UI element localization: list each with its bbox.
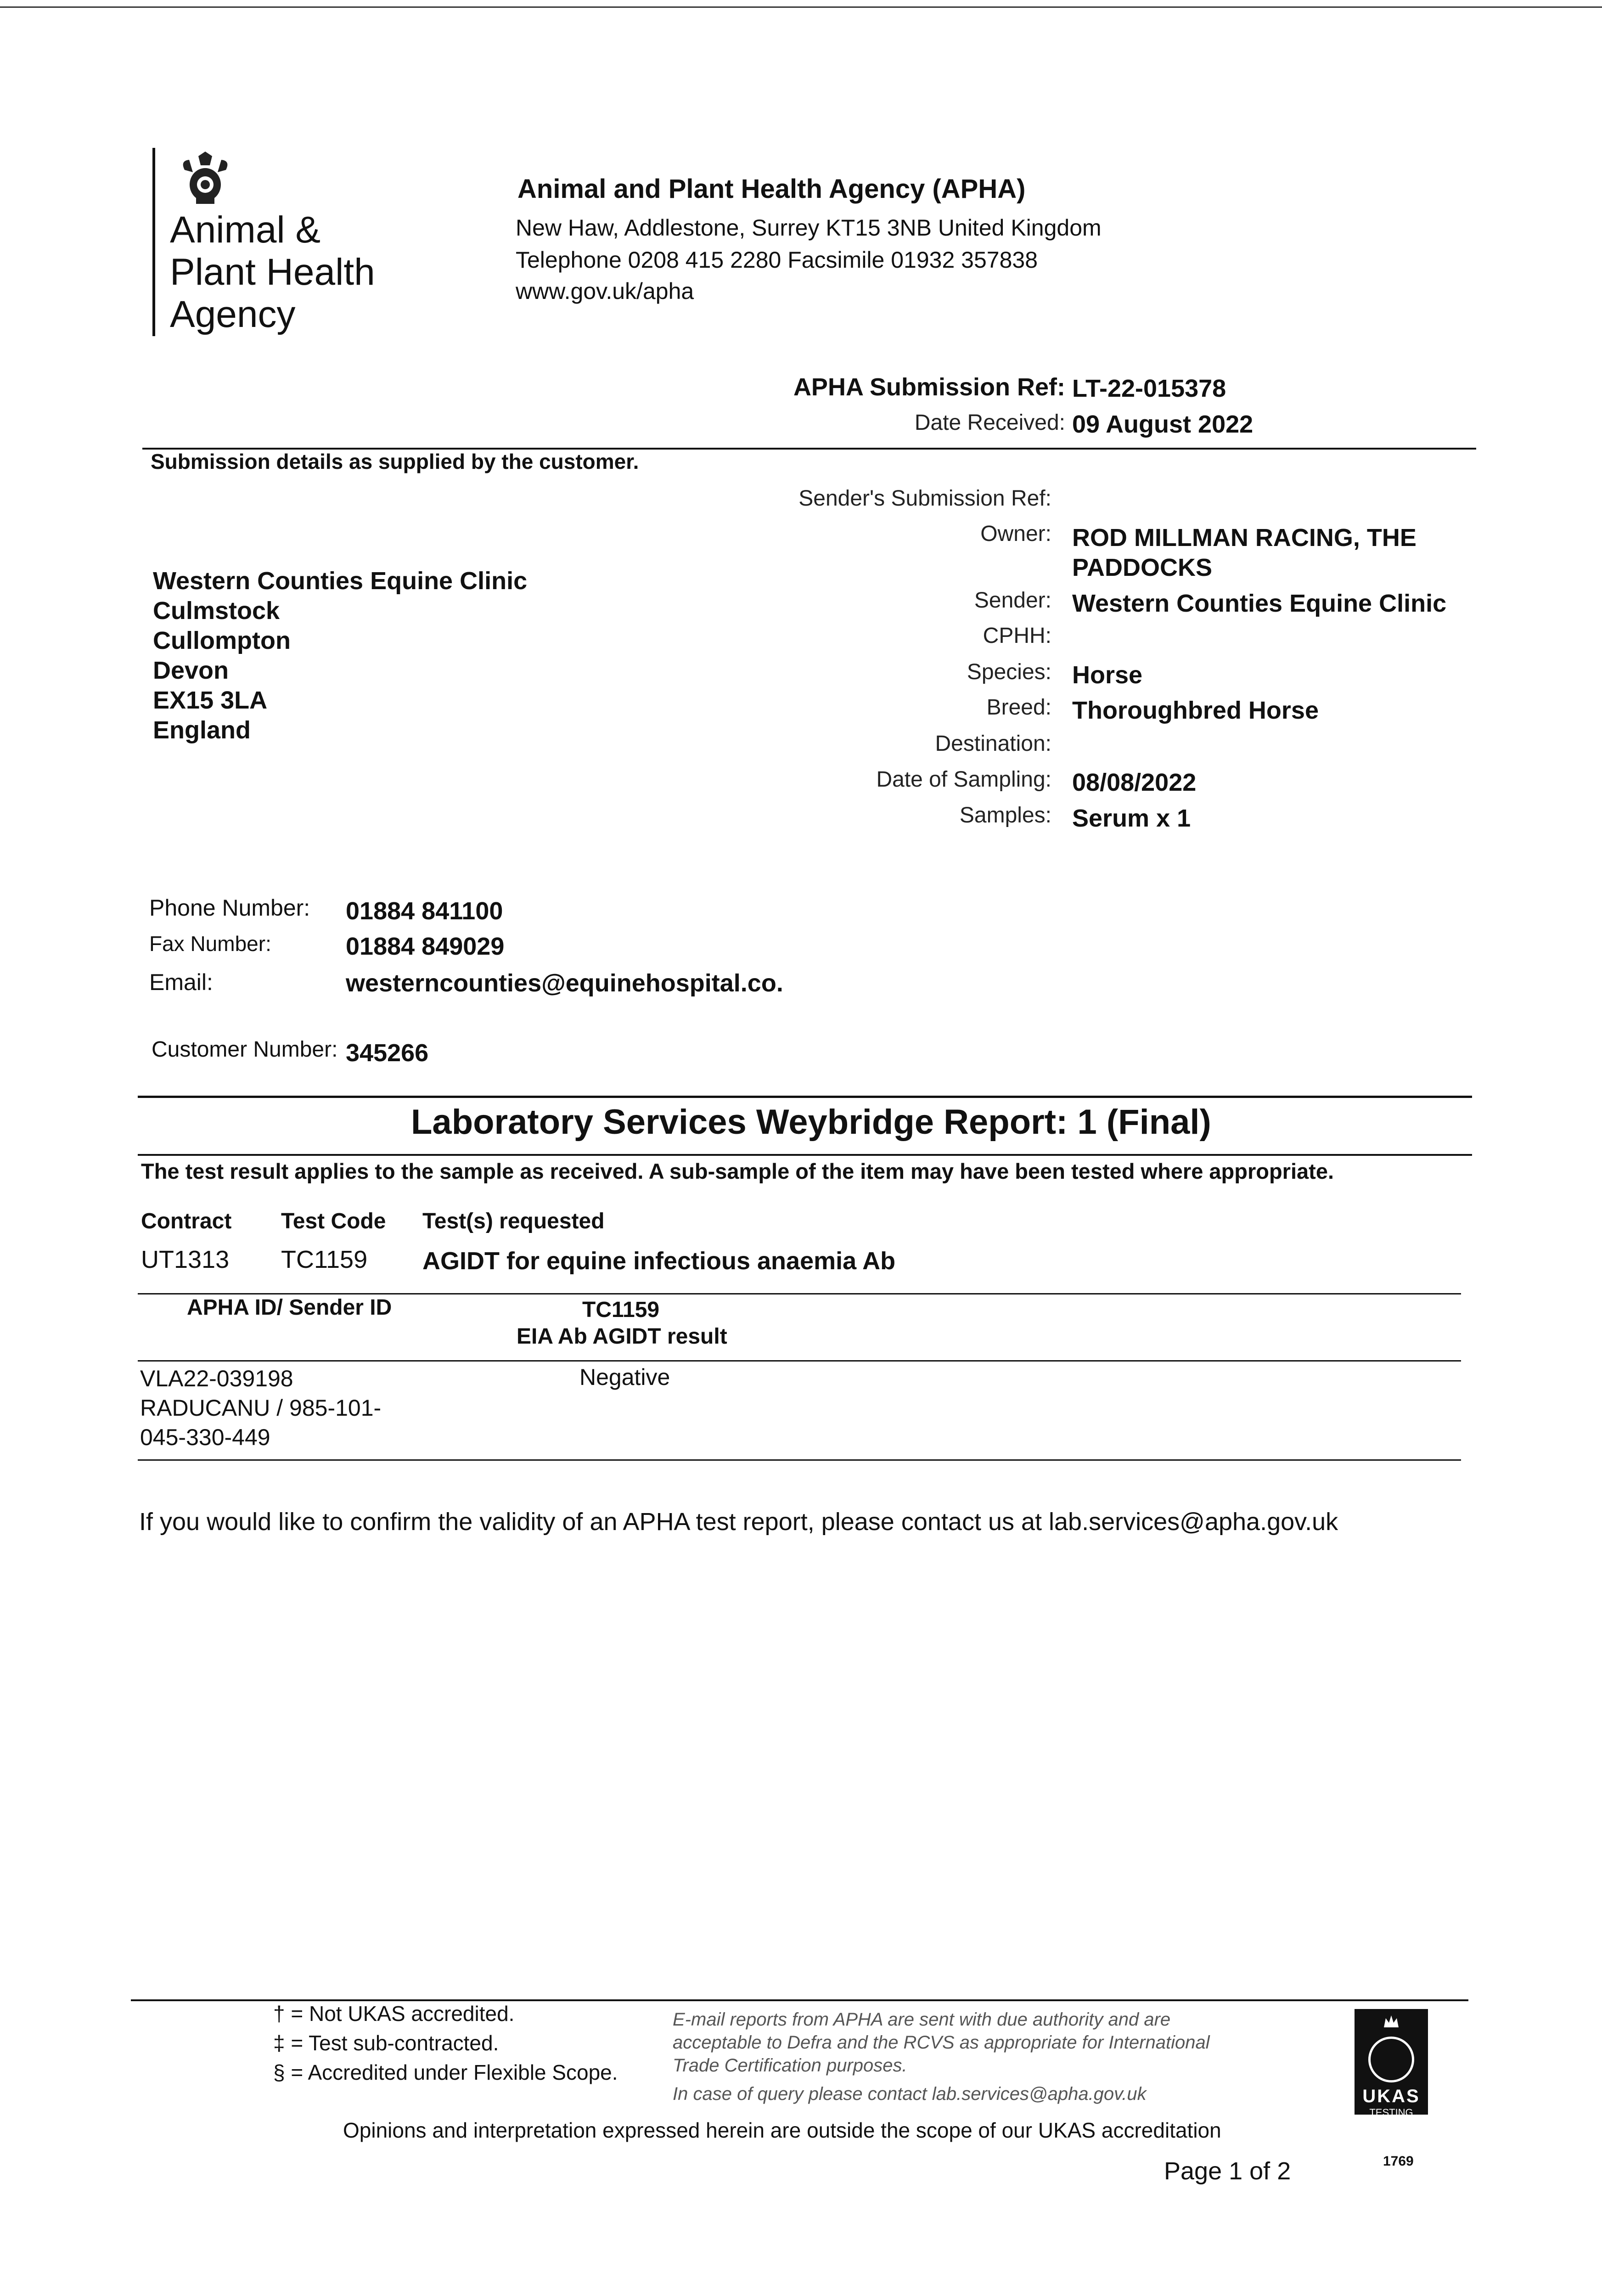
validity-note: If you would like to confirm the validity of an APHA test report, please contact us at lab.services@apha.gov.uk (139, 1508, 1338, 1536)
address-line-2: Culmstock (153, 597, 280, 625)
results-id-header: APHA ID/ Sender ID (187, 1295, 392, 1320)
email-note-line4: In case of query please contact lab.services@apha.gov.uk (673, 2084, 1147, 2104)
agency-website[interactable]: www.gov.uk/apha (516, 278, 694, 304)
results-value: Negative (579, 1364, 670, 1390)
address-line-1: Western Counties Equine Clinic (153, 567, 528, 595)
results-test-header-line1: TC1159 (582, 1298, 660, 1322)
ukas-badge (1355, 2009, 1428, 2118)
logo-line-3: Agency (170, 293, 296, 335)
report-note: The test result applies to the sample as received. A sub-sample of the item may have been tested where appropriate. (141, 1159, 1334, 1183)
logo-line-1: Animal & (170, 209, 321, 251)
ukas-number: 1769 (1383, 2154, 1414, 2169)
results-id-cell (140, 1364, 381, 1452)
contract-header: Contract (141, 1209, 232, 1233)
results-id-line1: VLA22-039198 (140, 1366, 293, 1391)
page-number: Page 1 of 2 (1164, 2157, 1291, 2185)
ukas-sub: TESTING (1369, 2107, 1413, 2118)
email-note-line1: E-mail reports from APHA are sent with due authority and are (673, 2009, 1171, 2030)
sampling-date-label: Date of Sampling: (876, 767, 1051, 792)
owner-value-line1: ROD MILLMAN RACING, THE (1072, 524, 1417, 551)
email-label: Email: (149, 969, 213, 995)
results-top-line (138, 1293, 1461, 1294)
customer-number-label: Customer Number: (152, 1037, 338, 1062)
crown-icon (1382, 2013, 1400, 2031)
top-edge-line (0, 6, 1602, 8)
submission-ref-value: LT-22-015378 (1072, 375, 1226, 402)
footer-email-note (673, 2008, 1210, 2105)
email-value[interactable]: westerncounties@equinehospital.co. (346, 969, 783, 997)
results-id-line3: 045-330-449 (140, 1424, 270, 1450)
tests-requested-value: AGIDT for equine infectious anaemia Ab (422, 1247, 896, 1275)
results-header-line (138, 1360, 1461, 1362)
legend-not-accredited: † = Not UKAS accredited. (273, 2002, 515, 2026)
breed-value: Thoroughbred Horse (1072, 697, 1319, 724)
phone-label: Phone Number: (149, 895, 310, 921)
species-label: Species: (967, 660, 1051, 684)
agency-phone-fax: Telephone 0208 415 2280 Facsimile 01932 357838 (516, 247, 1038, 273)
email-note-line3: Trade Certification purposes. (673, 2055, 907, 2076)
owner-value-line2: PADDOCKS (1072, 554, 1213, 581)
report-top-line (138, 1096, 1472, 1098)
agency-name: Animal and Plant Health Agency (APHA) (517, 174, 1026, 204)
destination-label: Destination: (935, 732, 1051, 756)
results-id-line2: RADUCANU / 985-101- (140, 1395, 382, 1421)
fax-label: Fax Number: (149, 932, 271, 956)
submission-section-heading: Submission details as supplied by the customer. (151, 450, 639, 473)
footer-legend (273, 1999, 618, 2087)
test-code-value: TC1159 (281, 1246, 368, 1273)
ukas-roundel-icon (1368, 2037, 1414, 2082)
ukas-label: UKAS (1362, 2086, 1420, 2106)
results-bottom-line (138, 1459, 1461, 1461)
sender-label: Sender: (974, 588, 1051, 613)
address-line-6: England (153, 716, 251, 744)
report-title: Laboratory Services Weybridge Report: 1 (Final) (411, 1103, 1211, 1142)
sender-value: Western Counties Equine Clinic (1072, 590, 1447, 617)
date-received-value: 09 August 2022 (1072, 411, 1253, 438)
customer-number-value: 345266 (346, 1039, 429, 1067)
logo-bar (152, 148, 155, 336)
samples-label: Samples: (959, 803, 1051, 827)
test-code-header: Test Code (281, 1209, 386, 1233)
species-value: Horse (1072, 661, 1143, 689)
results-test-header-line2: EIA Ab AGIDT result (517, 1324, 727, 1349)
email-note-line2: acceptable to Defra and the RCVS as appropriate for International (673, 2032, 1210, 2053)
breed-label: Breed: (986, 695, 1051, 720)
date-received-label: Date Received: (914, 411, 1065, 435)
sampling-date-value: 08/08/2022 (1072, 769, 1197, 796)
footer-opinions: Opinions and interpretation expressed herein are outside the scope of our UKAS accreditation (343, 2118, 1221, 2142)
report-title-underline (138, 1154, 1472, 1156)
fax-value: 01884 849029 (346, 933, 505, 960)
submission-ref-label: APHA Submission Ref: (793, 373, 1065, 401)
address-line-5: EX15 3LA (153, 687, 268, 714)
contract-value: UT1313 (141, 1246, 230, 1273)
cphh-label: CPHH: (983, 624, 1051, 648)
legend-flexible-scope: § = Accredited under Flexible Scope. (273, 2060, 618, 2084)
logo-text (170, 209, 375, 336)
sender-ref-label: Sender's Submission Ref: (798, 486, 1051, 511)
owner-label: Owner: (980, 522, 1051, 546)
address-line-4: Devon (153, 657, 229, 684)
customer-address (153, 566, 527, 745)
tests-requested-header: Test(s) requested (422, 1209, 605, 1233)
logo-line-2: Plant Health (170, 251, 375, 293)
agency-address: New Haw, Addlestone, Surrey KT15 3NB United Kingdom (516, 215, 1102, 241)
phone-value: 01884 841100 (346, 897, 503, 925)
samples-value: Serum x 1 (1072, 805, 1191, 832)
royal-crest-icon (171, 152, 240, 207)
address-line-3: Cullompton (153, 627, 291, 654)
legend-subcontracted: ‡ = Test sub-contracted. (273, 2031, 499, 2055)
